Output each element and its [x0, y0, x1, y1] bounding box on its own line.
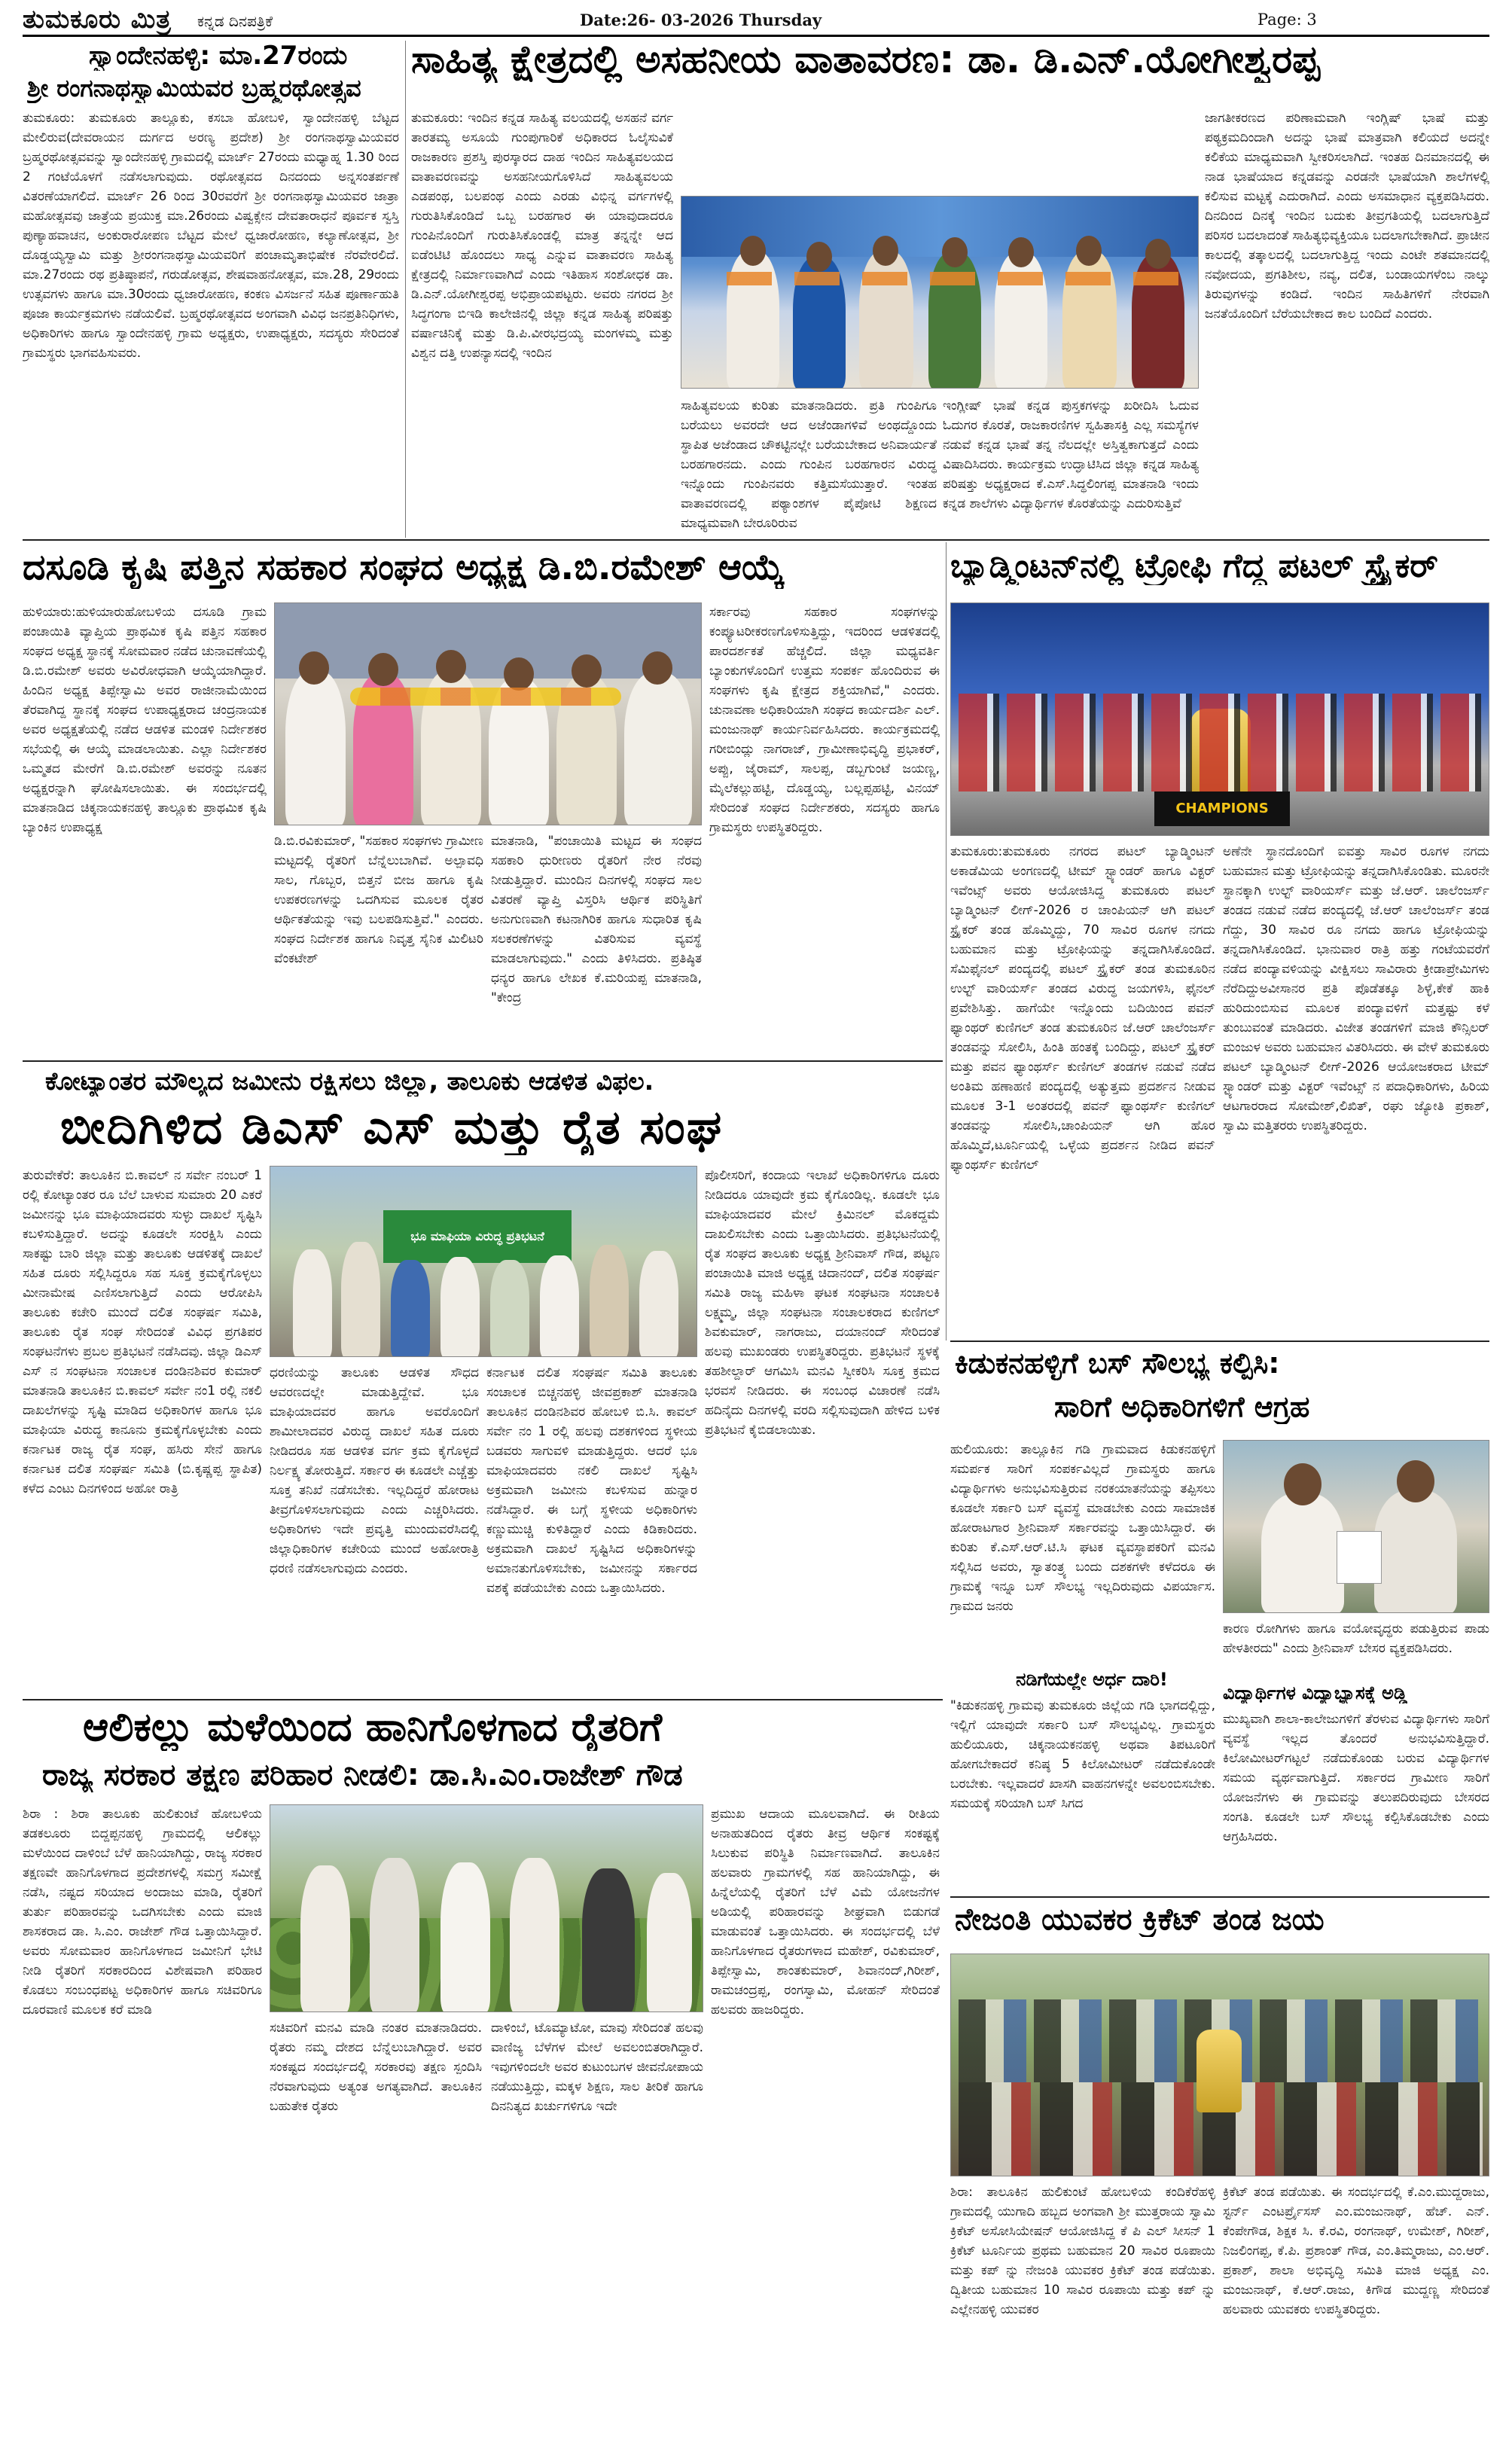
person-head: [1076, 236, 1102, 266]
kodyantara-col1: ತುರುವೇಕೆರೆ: ತಾಲೂಕಿನ ಬಿ.ಕಾವಲ್ ನ ಸರ್ವೇ ನಂಬರ್ 1 ರಲ್ಲಿ ಕೋಟ್ಯಾಂತರ ರೂ ಬೆಲೆ ಬಾಳುವ ಸುಮಾರು 20 ಎಕರೆ ಜಮೀನನ್ನು ಭೂ ಮಾಫಿಯಾದವರು ಸುಳ್ಳು ದಾಖಲೆ ಸೃಷ್ಟಿಸಿ ಕಬಳಿಸುತ್ತಿದ್ದಾರೆ. ಅದನ್ನು ಕೂಡಲೇ ಸಂರಕ್ಷಿಸಿ ಎಂದು ಸಾಕಷ್ಟು ಬಾರಿ ಜಿಲ್ಲಾ ಮತ್ತು ತಾಲೂಕು ಆಡಳಿತಕ್ಕೆ ದಾಖಲೆ ಸಹಿತ ದೂರು ಸಲ್ಲಿಸಿದ್ದರೂ ಸಹ ಸೂಕ್ತ ಕ್ರಮಕೈಗೊಳ್ಳಲು ಮೀನಾಮೇಷ ಎಣಿಸಲಾಗುತ್ತಿದೆ ಎಂದು ಆರೋಪಿಸಿ ತಾಲೂಕು ಕಚೇರಿ ಮುಂದೆ ದಲಿತ ಸಂಘರ್ಷ ಸಮಿತಿ, ತಾಲೂಕು ರೈತ ಸಂಘ ಸೇರಿದಂತೆ ವಿವಿಧ ಪ್ರಗತಿಪರ ಸಂಘಟನೆಗಳು ಪ್ರಬಲ ಪ್ರತಿಭಟನೆ ನಡೆಸಿದವು. ಜಿಲ್ಲಾ ಡಿಎಸ್ ಎಸ್ ನ ಸಂಘಟನಾ ಸಂಚಾಲಕ ದಂಡಿನಶಿವರ ಕುಮಾರ್ ಮಾತನಾಡಿ ತಾಲೂಕಿನ ಬಿ.ಕಾವಲ್ ಸರ್ವೇ ನಂ1 ರಲ್ಲಿ ನಕಲಿ ದಾಖಲೆಗಳನ್ನು ಸೃಷ್ಟಿ ಮಾಡಿದ ಅಧಿಕಾರಿಗಳ ಹಾಗೂ ಭೂ ಮಾಫಿಯಾ ವಿರುದ್ಧ ಕಾನೂನು ಕ್ರಮಕೈಗೊಳ್ಳಬೇಕು ಎಂದು ಕರ್ನಾಟಕ ರಾಜ್ಯ ರೈತ ಸಂಘ, ಹಸಿರು ಸೇನೆ ಹಾಗೂ ಕರ್ನಾಟಕ ದಲಿತ ಸಂಘರ್ಷ ಸಮಿತಿ (ಬಿ.ಕೃಷ್ಣಪ್ಪ ಸ್ಥಾಪಿತ) ಕಳೆದ ಎಂಟು ದಿನಗಳಿಂದ ಅಹೋ ರಾತ್ರಿ: [23, 1168, 262, 1496]
sahitya-photo: [681, 196, 1199, 389]
kodyantara-headline-line2: ಬೀದಿಗಿಳಿದ ಡಿಎಸ್ ಎಸ್ ಮತ್ತು ರೈತ ಸಂಘ: [60, 1100, 724, 1154]
kodyantara-col3: ಕರ್ನಾಟಕ ದಲಿತ ಸಂಘರ್ಷ ಸಮಿತಿ ತಾಲೂಕು ಸಂಚಾಲಕ ಬಿಚ್ಚನಹಳ್ಳಿ ಜೀವಪ್ರಕಾಶ್ ಮಾತನಾಡಿ ತಾಲೂಕಿನ ದಂಡಿನಶಿವರ ಹೋಬಳಿ ಬಿ.ಸಿ. ಕಾವಲ್ ಸರ್ವೇ ನಂ 1 ರಲ್ಲಿ ಹಲವು ದಶಕಗಳಿಂದ ಸ್ಥಳೀಯ ಬಡವರು ಸಾಗುವಳಿ ಮಾಡುತ್ತಿದ್ದರು. ಆದರೆ ಭೂ ಮಾಫಿಯಾದವರು ನಕಲಿ ದಾಖಲೆ ಸೃಷ್ಟಿಸಿ ಅಕ್ರಮವಾಗಿ ಜಮೀನು ಕಬಳಿಸುವ ಹುನ್ನಾರ ನಡೆಸಿದ್ದಾರೆ. ಈ ಬಗ್ಗೆ ಸ್ಥಳೀಯ ಅಧಿಕಾರಿಗಳು ಕಣ್ಣುಮುಚ್ಚಿ ಕುಳಿತಿದ್ದಾರೆ ಎಂದು ಕಿಡಿಕಾರಿದರು. ಅಕ್ರಮವಾಗಿ ದಾಖಲೆ ಸೃಷ್ಟಿಸಿದ ಅಧಿಕಾರಿಗಳನ್ನು ಅಮಾನತುಗೊಳಿಸಬೇಕು, ಜಮೀನನ್ನು ಸರ್ಕಾರದ ವಶಕ್ಕೆ ಪಡೆಯಬೇಕು ಎಂದು ಒತ್ತಾಯಿಸಿದರು.: [486, 1365, 697, 1596]
person-head: [806, 242, 832, 272]
players-row: [959, 694, 1483, 791]
rathotsava-body: ತುಮಕೂರು: ತುಮಕೂರು ತಾಲ್ಲೂಕು, ಕಸಬಾ ಹೋಬಳಿ, ಸ್ವಾಂದೇನಹಳ್ಳಿ ಬೆಟ್ಟದ ಮೇಲಿರುವ(ದೇವರಾಯನ ದುರ್ಗದ ಅರಣ್ಯ ಪ್ರದೇಶ) ಶ್ರೀ ರಂಗನಾಥಸ್ವಾಮಿಯವರ ಬ್ರಹ್ಮರಥೋತ್ಸವವನ್ನು ಸ್ವಾಂದೇನಹಳ್ಳಿ ಗ್ರಾಮದಲ್ಲಿ ಮಾರ್ಚ್ 27ರಂದು ಮಧ್ಯಾಹ್ನ 1.30 ರಿಂದ 2 ಗಂಟೆಯೊಳಗೆ ನಡೆಸಲಾಗುವುದು. ರಥೋತ್ಸವದ ದಿನದಂದು ಅನ್ನಸಂತರ್ಪಣೆ ವಿತರಣೆಯಾಗಲಿದೆ. ಮಾರ್ಚ್ 26 ರಿಂದ 30ರವರೆಗೆ ಶ್ರೀ ರಂಗನಾಥಸ್ವಾಮಿಯವರ ಜಾತ್ರಾ ಮಹೋತ್ಸವವು ಜಾತ್ರೆಯ ಪ್ರಯುಕ್ತ ಮಾ.26ರಂದು ವಿಷ್ವಕ್ಸೇನ ದೇವತಾರಾಧನೆ ಪೂರ್ವಕ ಸ್ವಸ್ತಿ ಪುಣ್ಯಾಹವಾಚನ, ಅಂಕುರಾರೋಪಣ ಬೆಟ್ಟದ ಮೇಲೆ ಧ್ವಜಾರೋಹಣ, ಕಲ್ಯಾಣೋತ್ಸವ, ಶ್ರೀ ದೊಡ್ಡಯ್ಯಸ್ವಾಮಿ ಮತ್ತು ಶ್ರೀರಂಗನಾಥಸ್ವಾಮಿಯವರಿಗೆ ಪಂಚಾಮೃತಾಭಿಷೇಕ ನೆರವೇರಲಿದೆ. ಮಾ.27ರಂದು ರಥ ಪ್ರತಿಷ್ಠಾಪನೆ, ಗರುಡೋತ್ಸವ, ಶೇಷವಾಹನೋತ್ಸವ, ಮಾ.28, 29ರಂದು ಉತ್ಸವಗಳು ಹಾಗೂ ಮಾ.30ರಂದು ಧ್ವಜಾರೋಹಣ, ಕಂಕಣ ವಿಸರ್ಜನೆ ಸಹಿತ ಪೂರ್ಣಾಹುತಿ ಪೂಜಾ ಕಾರ್ಯಕ್ರಮಗಳು ನಡೆಯಲಿವೆ. ಬ್ರಹ್ಮರಥೋತ್ಸವದ ಅಂಗವಾಗಿ ವಿವಿಧ ಜನಪ್ರತಿನಿಧಿಗಳು, ಅಧಿಕಾರಿಗಳು ಹಾಗೂ ಸ್ವಾಂದೇನಹಳ್ಳಿ ಗ್ರಾಮ ಅಧ್ಯಕ್ಷರು, ಉಪಾಧ್ಯಕ್ಷರು, ಸದಸ್ಯರು ಸೇರಿದಂತೆ ಗ್ರಾಮಸ್ಥರು ಭಾಗವಹಿಸುವರು.: [23, 111, 399, 361]
person: [582, 1868, 635, 2012]
kidukanahalli-col3: ಮುಖ್ಯವಾಗಿ ಶಾಲಾ-ಕಾಲೇಜುಗಳಿಗೆ ತೆರಳುವ ವಿದ್ಯಾರ್ಥಿಗಳು ಸಾರಿಗೆ ವ್ಯವಸ್ಥೆ ಇಲ್ಲದ ತೊಂದರೆ ಅನುಭವಿಸುತ್ತಿದ್ದಾರೆ. ಕಿಲೋಮೀಟರ್‌ಗಟ್ಟಲೆ ನಡೆದುಕೊಂಡು ಬರುವ ವಿದ್ಯಾರ್ಥಿಗಳ ಸಮಯ ವ್ಯರ್ಥವಾಗುತ್ತಿದೆ. ಸರ್ಕಾರದ ಗ್ರಾಮೀಣ ಸಾರಿಗೆ ಯೋಜನೆಗಳು ಈ ಗ್ರಾಮವನ್ನು ತಲುಪದಿರುವುದು ಬೇಸರದ ಸಂಗತಿ. ಕೂಡಲೇ ಬಸ್ ಸೌಲಭ್ಯ ಕಲ್ಪಿಸಿಕೊಡಬೇಕು ಎಂದು ಆಗ್ರಹಿಸಿದರು.: [1223, 1712, 1489, 1844]
alikallu-headline: ಆಲಿಕಲ್ಲು ಮಳೆಯಿಂದ ಹಾನಿಗೊಳಗಾದ ರೈತರಿಗೆ: [83, 1705, 663, 1750]
person: [341, 1242, 380, 1357]
kidukanahalli-col1: ಹುಲಿಯೂರು: ತಾಲ್ಲೂಕಿನ ಗಡಿ ಗ್ರಾಮವಾದ ಕಿಡುಕನಹಳ್ಳಿಗೆ ಸಮರ್ಪಕ ಸಾರಿಗೆ ಸಂಪರ್ಕವಿಲ್ಲದೆ ಗ್ರಾಮಸ್ಥರು ಹಾಗೂ ವಿದ್ಯಾರ್ಥಿಗಳು ಅನುಭವಿಸುತ್ತಿರುವ ನರಕಯಾತನೆಯನ್ನು ತಪ್ಪಿಸಲು ಕೂಡಲೇ ಸರ್ಕಾರಿ ಬಸ್ ವ್ಯವಸ್ಥೆ ಮಾಡಬೇಕು ಎಂದು ಸಾಮಾಜಿಕ ಹೋರಾಟಗಾರ ಶ್ರೀನಿವಾಸ್ ಸರ್ಕಾರವನ್ನು ಒತ್ತಾಯಿಸಿದ್ದಾರೆ. ಈ ಕುರಿತು ಕೆ.ಎಸ್.ಆರ್.ಟಿ.ಸಿ ಘಟಕ ವ್ಯವಸ್ಥಾಪಕರಿಗೆ ಮನವಿ ಸಲ್ಲಿಸಿದ ಅವರು, ಸ್ವಾತಂತ್ರ್ಯ ಬಂದು ದಶಕಗಳೇ ಕಳೆದರೂ ಈ ಗ್ರಾಮಕ್ಕೆ ಇನ್ನೂ ಬಸ್ ಸೌಲಭ್ಯ ಇಲ್ಲದಿರುವುದು ವಿಪರ್ಯಾಸ. ಗ್ರಾಮದ ಜನರು: [950, 1442, 1215, 1614]
person-head: [1145, 239, 1171, 269]
garlands: [350, 688, 621, 706]
dasudi-col4: ಸರ್ಕಾರವು ಸಹಕಾರ ಸಂಘಗಳನ್ನು ಕಂಪ್ಯೂಟರೀಕರಣಗೊಳಿಸುತ್ತಿದ್ದು, ಇದರಿಂದ ಆಡಳಿತದಲ್ಲಿ ಪಾರದರ್ಶಕತೆ ಹೆಚ್ಚಲಿದೆ. ಜಿಲ್ಲಾ ಮಧ್ಯವರ್ತಿ ಬ್ಯಾಂಕುಗಳೊಂದಿಗೆ ಉತ್ತಮ ಸಂಪರ್ಕ ಹೊಂದಿರುವ ಈ ಸಂಘಗಳು ಕೃಷಿ ಕ್ಷೇತ್ರದ ಶಕ್ತಿಯಾಗಿವೆ," ಎಂದರು. ಚುನಾವಣಾ ಅಧಿಕಾರಿಯಾಗಿ ಸಂಘದ ಕಾರ್ಯದರ್ಶಿ ಎಲ್. ಮಂಜುನಾಥ್ ಕಾರ್ಯನಿರ್ವಹಿಸಿದರು. ಕಾರ್ಯಕ್ರಮದಲ್ಲಿ ಗರೀಬಿಂದ್ಲು ನಾಗರಾಜ್, ಗ್ರಾಮೀಣಾಭಿವೃದ್ಧಿ ಪ್ರಭಾಕರ್, ಅಪ್ಪು, ಜೈರಾಮ್, ಸಾಲಪ್ಪ, ಡಬ್ಬಗುಂಟೆ ಜಯಣ್ಣ, ಮೈಲೆಕಲ್ಲುಹಟ್ಟಿ, ದೊಡ್ಡಯ್ಯ, ಬಲ್ಲಪ್ಪಹಟ್ಟಿ, ವಿನಯ್ ಸೇರಿದಂತೆ ಸಂಘದ ನಿರ್ದೇಶಕರು, ಸದಸ್ಯರು ಹಾಗೂ ಗ್ರಾಮಸ್ಥರು ಉಪಸ್ಥಿತರಿದ್ದರು.: [709, 605, 940, 835]
kodyantara-col2: ಧರಣಿಯನ್ನು ತಾಲೂಕು ಆಡಳಿತ ಸೌಧದ ಆವರಣದಲ್ಲೇ ಮಾಡುತ್ತಿದ್ದೇವೆ. ಭೂ ಮಾಫಿಯಾದವರ ಹಾಗೂ ಅವರೊಂದಿಗೆ ಶಾಮೀಲಾದವರ ವಿರುದ್ಧ ದಾಖಲೆ ಸಹಿತ ದೂರು ನೀಡಿದರೂ ಸಹ ಆಡಳಿತ ವರ್ಗ ಕ್ರಮ ಕೈಗೊಳ್ಳದೆ ನಿರ್ಲಕ್ಷ್ಯ ತೋರುತ್ತಿದೆ. ಸರ್ಕಾರ ಈ ಕೂಡಲೇ ಎಚ್ಚೆತ್ತು ಸೂಕ್ತ ತನಿಖೆ ನಡೆಸಬೇಕು. ಇಲ್ಲದಿದ್ದರೆ ಹೋರಾಟ ತೀವ್ರಗೊಳಿಸಲಾಗುವುದು ಎಂದು ಎಚ್ಚರಿಸಿದರು. ಅಧಿಕಾರಿಗಳು ಇದೇ ಪ್ರವೃತ್ತಿ ಮುಂದುವರೆಸಿದಲ್ಲಿ ಜಿಲ್ಲಾಧಿಕಾರಿಗಳ ಕಚೇರಿಯ ಮುಂದೆ ಅಹೋರಾತ್ರಿ ಧರಣಿ ನಡೆಸಲಾಗುವುದು ಎಂದರು.: [270, 1365, 479, 1576]
person-head: [1284, 1463, 1321, 1505]
orange-shawls: [727, 272, 1184, 285]
section-rule: [23, 1060, 943, 1062]
sahitya-col4: ಜಾಗತೀಕರಣದ ಪರಿಣಾಮವಾಗಿ ಇಂಗ್ಲಿಷ್ ಭಾಷೆ ಮತ್ತು ಪಠ್ಯಕ್ರಮದಿಂದಾಗಿ ಅದನ್ನು ಭಾಷೆ ಮಾತ್ರವಾಗಿ ಕಲಿಯದೆ ಅದನ್ನೇ ಕಲಿಕೆಯ ಮಾಧ್ಯಮವಾಗಿ ಸ್ವೀಕರಿಸಲಾಗಿದೆ. ಇಂತಹ ದಿನಮಾನದಲ್ಲಿ ಈ ನಾಡ ಭಾಷೆಯಾದ ಕನ್ನಡವನ್ನು ಎರಡನೇ ಭಾಷೆಯಾಗಿ ಶಾಲೆಗಳಲ್ಲಿ ಕಲಿಸುವ ಮಟ್ಟಕ್ಕೆ ಎದುರಾಗಿದೆ. ಎಂದು ಅಸಮಾಧಾನ ವ್ಯಕ್ತಪಡಿಸಿದರು. ದಿನದಿಂದ ದಿನಕ್ಕೆ ಇಂದಿನ ಬದುಕು ತೀವ್ರಗತಿಯಲ್ಲಿ ಬದಲಾಗುತ್ತಿದೆ ಪರಿಸರ ಬದಲಾದಂತೆ ಸಾಹಿತ್ಯಭಿವ್ಯಕ್ತಿಯೂ ಬದಲಾಗಬೇಕಾಗಿದೆ. ಪ್ರಾಚೀನ ಕಾಲದಲ್ಲಿ ತತ್ಕಾಲದಲ್ಲಿ ಬದಲಾಗುತ್ತಿದ್ದ ಇಂದು ಎಂಟೇ ಶತಮಾನದಲ್ಲಿ ನವೋದಯ, ಪ್ರಗತಿಶೀಲ, ನವ್ಯ, ದಲಿತ, ಬಂಡಾಯಗಳೆಂಬ ನಾಲ್ಕು ತಿರುವುಗಳನ್ನು ಕಂಡಿದೆ. ಇಂದಿನ ಸಾಹಿತಿಗಳಿಗೆ ನೇರವಾಗಿ ಜನತೆಯೊಂದಿಗೆ ಬೆರೆಯಬೇಕಾದ ಕಾಲ ಬಂದಿದೆ ಎಂದರು.: [1205, 111, 1489, 322]
badminton-headline: ಬ್ಯಾಡ್ಮಿಂಟನ್‌ನಲ್ಲಿ ಟ್ರೋಫಿ ಗೆದ್ದ ಪಟಲ್ ಸ್ಟ್ರೈಕರ್: [950, 547, 1438, 585]
person-head: [873, 236, 898, 266]
section-rule: [950, 1896, 1489, 1898]
badminton-photo: [950, 602, 1489, 836]
person-head: [436, 650, 466, 683]
dasudi-photo: [274, 602, 702, 825]
person: [285, 671, 346, 825]
masthead-page-number: Page: 3: [1257, 11, 1317, 29]
kidukanahalli-col2: ಕಾರಣ ರೋಗಿಗಳು ಹಾಗೂ ವಯೋವೃದ್ಧರು ಪಡುತ್ತಿರುವ ಪಾಡು ಹೇಳತೀರದು" ಎಂದು ಶ್ರೀನಿವಾಸ್ ಬೇಸರ ವ್ಯಕ್ತಪಡಿಸಿದರು.: [1223, 1621, 1489, 1656]
kodyantara-headline-line1: ಕೋಟ್ಯಾಂತರ ಮೌಲ್ಯದ ಜಮೀನು ರಕ್ಷಿಸಲು ಜಿಲ್ಲಾ, ತಾಲೂಕು ಆಡಳಿತ ವಿಫಲ.: [45, 1066, 654, 1096]
kodyantara-col4: ಪೊಲೀಸರಿಗೆ, ಕಂದಾಯ ಇಲಾಖೆ ಅಧಿಕಾರಿಗಳಿಗೂ ದೂರು ನೀಡಿದರೂ ಯಾವುದೇ ಕ್ರಮ ಕೈಗೊಂಡಿಲ್ಲ. ಕೂಡಲೇ ಭೂ ಮಾಫಿಯಾದವರ ಮೇಲೆ ಕ್ರಿಮಿನಲ್ ಮೊಕದ್ದಮೆ ದಾಖಲಿಸಬೇಕು ಎಂದು ಒತ್ತಾಯಿಸಿದರು. ಪ್ರತಿಭಟನೆಯಲ್ಲಿ ರೈತ ಸಂಘದ ತಾಲೂಕು ಅಧ್ಯಕ್ಷ ಶ್ರೀನಿವಾಸ್ ಗೌಡ, ಪಟ್ಟಣ ಪಂಚಾಯಿತಿ ಮಾಜಿ ಅಧ್ಯಕ್ಷ ಚಿದಾನಂದ್, ದಲಿತ ಸಂಘರ್ಷ ಸಮಿತಿ ರಾಜ್ಯ ಮಹಿಳಾ ಘಟಕ ಸಂಘಟನಾ ಸಂಚಾಲಕಿ ಲಕ್ಷ್ಮಮ್ಮ, ಜಿಲ್ಲಾ ಸಂಘಟನಾ ಸಂಚಾಲಕರಾದ ಕುಣಿಗಲ್ ಶಿವಕುಮಾರ್, ನಾಗರಾಜು, ದಯಾನಂದ್ ಸೇರಿದಂತೆ ಹಲವು ಮುಖಂಡರು ಉಪಸ್ಥಿತರಿದ್ದರು. ಪ್ರತಿಭಟನೆ ಸ್ಥಳಕ್ಕೆ ತಹಶೀಲ್ದಾರ್ ಆಗಮಿಸಿ ಮನವಿ ಸ್ವೀಕರಿಸಿ ಸೂಕ್ತ ಕ್ರಮದ ಭರವಸೆ ನೀಡಿದರು. ಈ ಸಂಬಂಧ ವಿಚಾರಣೆ ನಡೆಸಿ ಹದಿನೈದು ದಿನಗಳಲ್ಲಿ ವರದಿ ಸಲ್ಲಿಸುವುದಾಗಿ ಹೇಳಿದ ಬಳಿಕ ಪ್ರತಿಭಟನೆ ಕೈಬಿಡಲಾಯಿತು.: [705, 1168, 940, 1438]
sahitya-col1: ತುಮಕೂರು: ಇಂದಿನ ಕನ್ನಡ ಸಾಹಿತ್ಯ ವಲಯದಲ್ಲಿ ಅಸಹನೆ ವರ್ಗ ತಾರತಮ್ಯ ಅಸೂಯೆ ಗುಂಪುಗಾರಿಕೆ ಅಧಿಕಾರದ ಓಲೈಸುವಿಕೆ ರಾಜಕಾರಣ ಪ್ರಶಸ್ತಿ ಪುರಸ್ಕಾರದ ದಾಹ ಇಂದಿನ ಸಾಹಿತ್ಯವಲಯದ ವಾತಾವರಣವನ್ನು ಅಸಹನೀಯಗೊಳಿಸಿದೆ ಸಾಹಿತ್ಯವಲಯ ಎಡಪಂಥ, ಬಲಪಂಥ ಎಂದು ಎರಡು ವಿಭಿನ್ನ ವರ್ಗಗಳಲ್ಲಿ ಗುರುತಿಸಿಕೊಂಡಿದೆ ಒಬ್ಬ ಬರಹಗಾರ ಈ ಯಾವುದಾದರೂ ಗುಂಪಿನೊಂದಿಗೆ ಗುರುತಿಸಿಕೊಂಡಲ್ಲಿ ಮಾತ್ರ ತನ್ನನ್ನೇ ಆದ ಐಡೆಂಟಿಟಿ ಹೊಂದಲು ಸಾಧ್ಯ ಎನ್ನುವ ವಾತಾವರಣ ಸಾಹಿತ್ಯ ಕ್ಷೇತ್ರದಲ್ಲಿ ನಿರ್ಮಾಣವಾಗಿದೆ ಎಂದು ಇತಿಹಾಸ ಸಂಶೋಧಕ ಡಾ. ಡಿ.ಎನ್.ಯೋಗೀಶ್ವರಪ್ಪ ಅಭಿಪ್ರಾಯಪಟ್ಟರು. ಅವರು ನಗರದ ಶ್ರೀ ಸಿದ್ಧಗಂಗಾ ಬಿಇಡಿ ಕಾಲೇಜಿನಲ್ಲಿ ಜಿಲ್ಲಾ ಕನ್ನಡ ಸಾಹಿತ್ಯ ಪರಿಷತ್ತು ವರ್ಷಾಚಿನಿಕ್ಕೆ ಮತ್ತು ಡಿ.ಪಿ.ವೀರಭದ್ರಯ್ಯ ಮಂಗಳಮ್ಮ ಮತ್ತು ವಿಶ್ವನ ದತ್ತಿ ಉಪನ್ಯಾಸದಲ್ಲಿ ಇಂದಿನ: [411, 111, 673, 361]
person: [639, 1251, 678, 1357]
person-head: [740, 236, 766, 266]
person: [370, 1858, 419, 2012]
cricket-team-photo: [950, 1954, 1489, 2176]
person: [540, 1255, 579, 1357]
dasudi-col1: ಹುಳಿಯಾರು:ಹುಳಿಯಾರುಹೋಬಳಿಯ ದಸೂಡಿ ಗ್ರಾಮ ಪಂಚಾಯಿತಿ ವ್ಯಾಪ್ತಿಯ ಪ್ರಾಥಮಿಕ ಕೃಷಿ ಪತ್ತಿನ ಸಹಕಾರ ಸಂಘದ ಅಧ್ಯಕ್ಷ ಸ್ಥಾನಕ್ಕೆ ಸೋಮವಾರ ನಡೆದ ಚುನಾವಣೆಯಲ್ಲಿ ಡಿ.ಬಿ.ರಮೇಶ್ ಅವರು ಅವಿರೋಧವಾಗಿ ಆಯ್ಕೆಯಾಗಿದ್ದಾರೆ. ಹಿಂದಿನ ಅಧ್ಯಕ್ಷ ತಿಪ್ಪೇಸ್ವಾಮಿ ಅವರ ರಾಜೀನಾಮೆಯಿಂದ ತೆರವಾಗಿದ್ದ ಸ್ಥಾನಕ್ಕೆ ಸಂಘದ ಉಪಾಧ್ಯಕ್ಷರಾದ ಚಂದ್ರನಾಯಕ ಅವರ ಅಧ್ಯಕ್ಷತೆಯಲ್ಲಿ ನಡೆದ ಆಡಳಿತ ಮಂಡಳಿ ನಿರ್ದೇಶಕರ ಸಭೆಯಲ್ಲಿ ಈ ಆಯ್ಕೆ ಮಾಡಲಾಯಿತು. ಎಲ್ಲಾ ನಿರ್ದೇಶಕರ ಒಮ್ಮತದ ಮೇರೆಗೆ ಡಿ.ಬಿ.ರಮೇಶ್ ಅವರನ್ನು ನೂತನ ಅಧ್ಯಕ್ಷರನ್ನಾಗಿ ಘೋಷಿಸಲಾಯಿತು. ಈ ಸಂದರ್ಭದಲ್ಲಿ ಮಾತನಾಡಿದ ಚಿಕ್ಕನಾಯಕನಹಳ್ಳಿ ತಾಲ್ಲೂಕು ಪ್ರಾಥಮಿಕ ಕೃಷಿ ಬ್ಯಾಂಕಿನ ಉಪಾಧ್ಯಕ್ಷ: [23, 605, 267, 835]
masthead-logo: ತುಮಕೂರು ಮಿತ್ರ: [23, 5, 172, 35]
person: [1261, 1493, 1344, 1613]
person-head: [942, 237, 968, 267]
person: [624, 673, 692, 825]
dasudi-col3: ಮಾತನಾಡಿ, "ಪಂಚಾಯಿತಿ ಮಟ್ಟದ ಈ ಸಂಘದ ಸಹಕಾರಿ ಧುರೀಣರು ರೈತರಿಗೆ ನೇರ ನೆರವು ನೀಡುತ್ತಿದ್ದಾರೆ. ಮುಂದಿನ ದಿನಗಳಲ್ಲಿ ಸಂಘದ ಸಾಲ ವಿತರಣೆ ವ್ಯಾಪ್ತಿ ವಿಸ್ತರಿಸಿ ಆರ್ಥಿಕ ಪರಿಸ್ಥಿತಿಗೆ ಅನುಗುಣವಾಗಿ ಕಟನಾಗಿರಿಕ ಹಾಗೂ ಸುಧಾರಿತ ಕೃಷಿ ಸಲಕರಣೆಗಳನ್ನು ವಿತರಿಸುವ ವ್ಯವಸ್ಥೆ ಮಾಡಲಾಗುವುದು." ಎಂದು ತಿಳಿಸಿದರು. ಪ್ರತಿಷ್ಠಿತ ಧನ್ಯರ ಹಾಗೂ ಲೇಖಕ ಕೆ.ಮರಿಯಪ್ಪ ಮಾತನಾಡಿ, "ಕೇಂದ್ರ: [491, 834, 702, 1005]
person: [440, 1257, 480, 1357]
protest-photo: [270, 1166, 697, 1357]
kidukanahalli-subhead-1: ವಿದ್ಯಾರ್ಥಿಗಳ ವಿದ್ಯಾಭ್ಯಾಸಕ್ಕೆ ಅಡ್ಡಿ: [1223, 1682, 1407, 1703]
alikallu-col3: ದಾಳಿಂಬೆ, ಟೊಮ್ಯಾಟೋ, ಮಾವು ಸೇರಿದಂತೆ ಹಲವು ವಾಣಿಜ್ಯ ಬೆಳೆಗಳ ಮೇಲೆ ಅವಲಂಬಿತರಾಗಿದ್ದಾರೆ. ಇವುಗಳಿಂದಲೇ ಅವರ ಕುಟುಂಬಗಳ ಜೀವನೋಪಾಯ ನಡೆಯುತ್ತಿದ್ದು, ಮಕ್ಕಳ ಶಿಕ್ಷಣ, ಸಾಲ ತೀರಿಕೆ ಹಾಗೂ ದಿನನಿತ್ಯದ ಖರ್ಚುಗಳಿಗೂ ಇದೇ: [491, 2021, 703, 2114]
person-head: [368, 653, 398, 686]
badminton-col2: ಅಣೆನೇ ಸ್ಥಾನದೊಂದಿಗೆ ಐವತ್ತು ಸಾವಿರ ರೂಗಳ ನಗದು ಬಹುಮಾನ ಮತ್ತು ಟ್ರೋಫಿಯನ್ನು ತನ್ನದಾಗಿಸಿಕೊಂಡಿತು. ಮೂರನೇ ಸ್ಥಾನಕ್ಕಾಗಿ ಉಲ್ಟ್ ವಾರಿಯರ್ಸ್ ಮತ್ತು ಜೆ.ಆರ್. ಚಾಲೆಂಜರ್ಸ್ ತಂಡದ ನಡುವೆ ನಡೆದ ಪಂದ್ಯದಲ್ಲಿ ಜೆ.ಆರ್ ಚಾಲೆಂಜರ್ಸ್ ತಂಡ ಗೆದ್ದು, 30 ಸಾವಿರ ರೂ ನಗದು ಹಾಗೂ ಟ್ರೋಫಿಯನ್ನು ತನ್ನದಾಗಿಸಿಕೊಂಡಿದೆ. ಭಾನುವಾರ ರಾತ್ರಿ ಹತ್ತು ಗಂಟೆಯವರೆಗೆ ನಡೆದ ಪಂದ್ಯಾವಳಿಯನ್ನು ವೀಕ್ಷಿಸಲು ಸಾವಿರಾರು ಕ್ರೀಡಾಪ್ರೇಮಿಗಳು ನೆರೆದಿದ್ದುಅವೀಸಾನರ ಪ್ರತಿ ಪೊಡೆತಕ್ಕೂ ಶಿಳ್ಳೆ,ಕೇಕೆ ಹಾಕಿ ಹುರಿದುಂಬಿಸುವ ಮೂಲಕ ಪಂದ್ಯಾವಳಿಗೆ ಮತ್ತಷ್ಟು ಕಳೆ ತುಂಬುವಂತೆ ಮಾಡಿದರು. ವಿಜೇತ ತಂಡಗಳಿಗೆ ಮಾಜಿ ಕೌನ್ಸಿಲರ್ ಮಂಜುಳ ಅವರು ಬಹುಮಾನ ವಿತರಿಸಿದರು. ಈ ವೇಳೆ ತುಮಕೂರು ಪಟಲ್ ಬ್ಯಾಡ್ಮಿಂಟನ್ ಲೀಗ್-2026 ಆಯೋಜಕರಾದ ಟೀಮ್ ಸ್ಟ್ಯಾಂಡರ್ ಮತ್ತು ವಿಕ್ಟರ್ ಇವೆಂಟ್ಸ್ ನ ಪದಾಧಿಕಾರಿಗಳು, ಹಿರಿಯ ಆಟಗಾರರಾದ ಸೋಮೇಶ್,ಲಿಖಿತ್, ರಘು ಜ್ಯೋತಿ ಪ್ರಕಾಶ್, ಸ್ವಾಮಿ ಮತ್ತಿತರರು ಉಪಸ್ಥಿತರಿದ್ದರು.: [1223, 844, 1489, 1133]
rathotsava-headline-line2: ಶ್ರೀ ರಂಗನಾಥಸ್ವಾಮಿಯವರ ಬ್ರಹ್ಮರಥೋತ್ಸವ: [27, 74, 361, 102]
alikallu-subheadline: ರಾಜ್ಯ ಸರಕಾರ ತಕ್ಷಣ ಪರಿಹಾರ ನೀಡಲಿ: ಡಾ.ಸಿ.ಎಂ.ರಾಜೇಶ್ ಗೌಡ: [42, 1758, 683, 1792]
column-rule: [946, 542, 947, 1341]
person-head: [504, 657, 534, 691]
masthead-date: Date:26- 03-2026 Thursday: [580, 11, 822, 29]
person: [490, 1260, 529, 1357]
protest-banner: ಭೂ ಮಾಫಿಯಾ ವಿರುದ್ಧ ಪ್ರತಿಭಟನೆ: [383, 1210, 572, 1263]
kidukanahalli-subhead-2: ನಡಿಗೆಯಲ್ಲೇ ಅರ್ಧ ದಾರಿ!: [1016, 1669, 1168, 1690]
person-head: [642, 651, 672, 685]
person-head: [1008, 237, 1034, 267]
champions-board: CHAMPIONS: [1154, 791, 1290, 826]
kidukanahalli-headline-line1: ಕಿಡುಕನಹಳ್ಳಿಗೆ ಬಸ್ ಸೌಲಭ್ಯ ಕಲ್ಪಿಸಿ:: [955, 1347, 1280, 1380]
person: [590, 1245, 629, 1357]
column-rule: [405, 41, 406, 538]
kidukanahalli-headline-line2: ಸಾರಿಗೆ ಅಧಿಕಾರಿಗಳಿಗೆ ಆಗ್ರಹ: [1054, 1390, 1310, 1423]
nejanti-headline: ನೇಜಂತಿ ಯುವಕರ ಕ್ರಿಕೆಟ್ ತಂಡ ಜಯ: [955, 1902, 1325, 1937]
petition-photo: [1223, 1440, 1489, 1613]
nejanti-col2: ಕ್ರಿಕೆಟ್ ತಂಡ ಪಡೆಯಿತು. ಈ ಸಂದರ್ಭದಲ್ಲಿ ಕೆ.ಎಂ.ಮುದ್ದರಾಜು, ಸ್ಟರ್ನ್ ಎಂಟರ್ಪ್ರೈಸಸ್ ಎಂ.ಮಂಜುನಾಥ್, ಹೆಚ್. ಎನ್. ಕೆಂಪೇಗೌಡ, ಶಿಕ್ಷಕ ಸಿ. ಕೆ.ರವಿ, ರಂಗನಾಥ್, ಉಮೇಶ್, ಗಿರೀಶ್, ನಿಜಲಿಂಗಪ್ಪ, ಕೆ.ಪಿ. ಪ್ರಶಾಂತ್ ಗೌಡ, ಎಂ.ತಿಮ್ಮರಾಜು, ಎಂ.ಆರ್. ಪ್ರಕಾಶ್, ಶಾಲಾ ಅಭಿವೃದ್ಧಿ ಸಮಿತಿ ಮಾಜಿ ಅಧ್ಯಕ್ಷ ಎಂ. ಮಂಜುನಾಥ್, ಕೆ.ಆರ್.ರಾಜು, ಕಿಗೌಡ ಮುದ್ದಣ್ಣ ಸೇರಿದಂತೆ ಹಲವಾರು ಯುವಕರು ಉಪಸ್ಥಿತರಿದ್ದರು.: [1223, 2185, 1489, 2317]
person: [1374, 1490, 1457, 1613]
alikallu-col1: ಶಿರಾ : ಶಿರಾ ತಾಲೂಕು ಹುಲಿಕುಂಟೆ ಹೋಬಳಿಯ ತಡಕಲೂರು ಬಿದ್ದಪ್ಪನಹಳ್ಳಿ ಗ್ರಾಮದಲ್ಲಿ ಆಲಿಕಲ್ಲು ಮಳೆಯಿಂದ ದಾಳಿಂಬೆ ಬೆಳೆ ಹಾನಿಯಾಗಿದ್ದು, ರಾಜ್ಯ ಸರಕಾರ ತಕ್ಷಣವೇ ಹಾನಿಗೊಳಗಾದ ಪ್ರದೇಶಗಳಲ್ಲಿ ಸಮಗ್ರ ಸಮೀಕ್ಷೆ ನಡೆಸಿ, ನಷ್ಟದ ಸರಿಯಾದ ಅಂದಾಜು ಮಾಡಿ, ರೈತರಿಗೆ ತುರ್ತು ಪರಿಹಾರವನ್ನು ಒದಗಿಸಬೇಕು ಎಂದು ಮಾಜಿ ಶಾಸಕರಾದ ಡಾ. ಸಿ.ಎಂ. ರಾಜೇಶ್ ಗೌಡ ಒತ್ತಾಯಿಸಿದ್ದಾರೆ. ಅವರು ಸೋಮವಾರ ಹಾನಿಗೊಳಗಾದ ಜಮೀನಿಗೆ ಭೇಟಿ ನೀಡಿ ರೈತರಿಗೆ ಸರಕಾರದಿಂದ ವಿಶೇಷವಾಗಿ ಪರಿಹಾರ ಕೊಡಲು ಸಂಬಂಧಪಟ್ಟ ಅಧಿಕಾರಿಗಳ ಹಾಗೂ ಸಚಿವರಿಗೂ ದೂರವಾಣಿ ಮೂಲಕ ಕರೆ ಮಾಡಿ: [23, 1807, 262, 2018]
person: [510, 1858, 559, 2012]
dasudi-col2: ಡಿ.ಬಿ.ರವಿಕುಮಾರ್, "ಸಹಕಾರ ಸಂಘಗಳು ಗ್ರಾಮೀಣ ಮಟ್ಟದಲ್ಲಿ ರೈತರಿಗೆ ಬೆನ್ನೆಲುಬಾಗಿವೆ. ಅಲ್ಪಾವಧಿ ಸಾಲ, ಗೊಬ್ಬರ, ಬಿತ್ತನೆ ಬೀಜ ಹಾಗೂ ಕೃಷಿ ಉಪಕರಣಗಳನ್ನು ಒದಗಿಸುವ ಮೂಲಕ ರೈತರ ಆರ್ಥಿಕತೆಯನ್ನು ಇವು ಬಲಪಡಿಸುತ್ತಿವೆ." ಎಂದರು. ಸಂಘದ ನಿರ್ದೇಶಕ ಹಾಗೂ ನಿವೃತ್ತ ಸೈನಿಕ ಮಿಲಿಟರಿ ವೆಂಕಟೇಶ್: [274, 834, 483, 966]
crop-damage-photo: [270, 1804, 703, 2012]
section-rule: [23, 539, 1489, 541]
rathotsava-headline-line1: ಸ್ವಾಂದೇನಹಳ್ಳಿ: ಮಾ.27ರಂದು: [89, 41, 348, 71]
sahitya-headline: ಸಾಹಿತ್ಯ ಕ್ಷೇತ್ರದಲ್ಲಿ ಅಸಹನೀಯ ವಾತಾವರಣ: ಡಾ. ಡಿ.ಎನ್.ಯೋಗೀಶ್ವರಪ್ಪ: [411, 38, 1320, 82]
person: [293, 1249, 332, 1357]
section-rule: [950, 1341, 1489, 1342]
alikallu-col2: ಸಚಿವರಿಗೆ ಮನವಿ ಮಾಡಿ ನಂತರ ಮಾತನಾಡಿದರು. ರೈತರು ನಮ್ಮ ದೇಶದ ಬೆನ್ನೆಲುಬಾಗಿದ್ದಾರೆ. ಅವರ ಸಂಕಷ್ಟದ ಸಂದರ್ಭದಲ್ಲಿ ಸರಕಾರವು ತಕ್ಷಣ ಸ್ಪಂದಿಸಿ ನೆರವಾಗುವುದು ಅತ್ಯಂತ ಅಗತ್ಯವಾಗಿದೆ. ತಾಲೂಕಿನ ಬಹುತೇಕ ರೈತರು: [270, 2021, 482, 2114]
badminton-col1: ತುಮಕೂರು:ತುಮಕೂರು ನಗರದ ಪಟಲ್ ಬ್ಯಾಡ್ಮಿಂಟನ್ ಅಕಾಡೆಮಿಯ ಅಂಗಣದಲ್ಲಿ ಟೀಮ್ ಸ್ಟ್ಯಾಂಡರ್ ಹಾಗೂ ವಿಕ್ಟರ್ ಇವೆಂಟ್ಸ್ ಅವರು ಆಯೋಜಿಸಿದ್ದ ತುಮಕೂರು ಪಟಲ್ ಬ್ಯಾಡ್ಮಿಂಟನ್ ಲೀಗ್-2026 ರ ಚಾಂಪಿಯನ್ ಆಗಿ ಪಟಲ್ ಸ್ಟ್ರೈಕರ್ ತಂಡ ಹೊಮ್ಮಿದ್ದು, 70 ಸಾವಿರ ರೂಗಳ ನಗದು ಬಹುಮಾನ ಮತ್ತು ಟ್ರೋಫಿಯನ್ನು ತನ್ನದಾಗಿಸಿಕೊಂಡಿದೆ. ಸೆಮಿಫೈನಲ್ ಪಂದ್ಯದಲ್ಲಿ ಪಟಲ್ ಸ್ಟ್ರೈಕರ್ ತಂಡ ತುಮಕೂರಿನ ಉಲ್ಟ್ ವಾರಿಯರ್ಸ್ ತಂಡದ ವಿರುದ್ಧ ಜಯಗಳಿಸಿ, ಫೈನಲ್ ಪ್ರವೇಶಿಸಿತ್ತು. ಹಾಗೆಯೇ ಇನ್ನೊಂದು ಬದಿಯಿಂದ ಪವನ್ ಫ್ಯಾಂಥರ್ ಕುಣಿಗಲ್ ತಂಡ ತುಮಕೂರಿನ ಜೆ.ಆರ್ ಚಾಲೆಂಜರ್ಸ್ ತಂಡವನ್ನು ಸೋಲಿಸಿ, ಹಿಂತಿ ಹಂತಕ್ಕೆ ಬಂದಿದ್ದು, ಪಟಲ್ ಸ್ಟ್ರೈಕರ್ ಮತ್ತು ಪವನ ಫ್ಯಾಂಥರ್ಸ್ ಕುಣಿಗಲ್ ತಂಡಗಳ ನಡುವೆ ನಡೆದ ಅಂತಿಮ ಹಣಾಹಣಿ ಪಂದ್ಯದಲ್ಲಿ ಅತ್ಯುತ್ತಮ ಪ್ರದರ್ಶನ ನೀಡುವ ಮೂಲಕ 3-1 ಅಂತರದಲ್ಲಿ ಪವನ್ ಫ್ಯಾಂಥರ್ಸ್ ಕುಣಿಗಲ್ ತಂಡವನ್ನು ಸೋಲಿಸಿ,ಚಾಂಪಿಯನ್ ಆಗಿ ಹೊರ ಹೊಮ್ಮಿದೆ,ಟೂರ್ನಿಯಲ್ಲಿ ಒಳ್ಳೆಯ ಪ್ರದರ್ಶನ ನೀಡಿದ ಪವನ್ ಫ್ಯಾಂಥರ್ಸ್ ಕುಣಿಗಲ್: [950, 844, 1215, 1173]
kidukanahalli-col4: "ಕಿಡುಕನಹಳ್ಳಿ ಗ್ರಾಮವು ತುಮಕೂರು ಜಿಲ್ಲೆಯ ಗಡಿ ಭಾಗದಲ್ಲಿದ್ದು, ಇಲ್ಲಿಗೆ ಯಾವುದೇ ಸರ್ಕಾರಿ ಬಸ್ ಸೌಲಭ್ಯವಿಲ್ಲ. ಗ್ರಾಮಸ್ಥರು ಹುಲಿಯೂರು, ಚಿಕ್ಕನಾಯಕನಹಳ್ಳಿ ಅಥವಾ ತಿಪಟೂರಿಗೆ ಹೋಗಬೇಕಾದರೆ ಕನಿಷ್ಠ 5 ಕಿಲೋಮೀಟರ್ ನಡೆದುಕೊಂಡೇ ಬರಬೇಕು. ಇಲ್ಲವಾದರೆ ಖಾಸಗಿ ವಾಹನಗಳನ್ನೇ ಅವಲಂಬಿಸಬೇಕು. ಸಮಯಕ್ಕೆ ಸರಿಯಾಗಿ ಬಸ್ ಸಿಗದ: [950, 1698, 1215, 1811]
masthead-tagline: ಕನ್ನಡ ದಿನಪತ್ರಿಕೆ: [197, 12, 273, 30]
person: [440, 1862, 490, 2012]
alikallu-col4: ಪ್ರಮುಖ ಆದಾಯ ಮೂಲವಾಗಿದೆ. ಈ ರೀತಿಯ ಅನಾಹುತದಿಂದ ರೈತರು ತೀವ್ರ ಆರ್ಥಿಕ ಸಂಕಷ್ಟಕ್ಕೆ ಸಿಲುಕುವ ಪರಿಸ್ಥಿತಿ ನಿರ್ಮಾಣವಾಗಿದೆ. ತಾಲೂಕಿನ ಹಲವಾರು ಗ್ರಾಮಗಳಲ್ಲಿ ಸಹ ಹಾನಿಯಾಗಿದ್ದು, ಈ ಹಿನ್ನೆಲೆಯಲ್ಲಿ ರೈತರಿಗೆ ಬೆಳೆ ವಿಮೆ ಯೋಜನೆಗಳ ಅಡಿಯಲ್ಲಿ ಪರಿಹಾರವನ್ನು ಶೀಘ್ರವಾಗಿ ಬಿಡುಗಡೆ ಮಾಡುವಂತೆ ಒತ್ತಾಯಿಸಿದರು. ಈ ಸಂದರ್ಭದಲ್ಲಿ ಬೆಳೆ ಹಾನಿಗೊಳಗಾದ ರೈತರುಗಳಾದ ಮಹೇಶ್, ರವಿಕುಮಾರ್, ತಿಪ್ಪೇಸ್ವಾಮಿ, ಶಾಂತಕುಮಾರ್, ಶಿವಾನಂದ್,ಗಿರೀಶ್, ರಾಮಚಂದ್ರಪ್ಪ, ರಂಗಸ್ವಾಮಿ, ಮೋಹನ್ ಸೇರಿದಂತೆ ಹಲವರು ಹಾಜರಿದ್ದರು.: [711, 1807, 940, 2018]
person-head: [1397, 1460, 1434, 1502]
masthead-rule: [23, 35, 1489, 37]
wall-background: [275, 603, 702, 679]
person-head: [299, 651, 329, 685]
person: [300, 1865, 350, 2012]
person-head: [572, 654, 602, 688]
person: [391, 1260, 430, 1357]
sahitya-col3: ಇಂಗ್ಲೀಷ್ ಭಾಷೆ ಕನ್ನಡ ಪುಸ್ತಕಗಳನ್ನು ಖರೀದಿಸಿ ಓದುವ ಓದುಗರ ಕೊರತೆ, ರಾಜಕಾರಣಿಗಳ ಸ್ವಹಿತಾಸಕ್ತಿ ಎಲ್ಲ ಸಮಸ್ಯೆಗಳ ನಡುವೆ ಕನ್ನಡ ಭಾಷೆ ತನ್ನ ನೆಲದಲ್ಲೇ ಅಸ್ತಿತ್ವಕಾಗುತ್ತದೆ ಎಂದು ವಿಷಾದಿಸಿದರು. ಕಾರ್ಯಕ್ರಮ ಉದ್ಘಾಟಿಸಿದ ಜಿಲ್ಲಾ ಕನ್ನಡ ಸಾಹಿತ್ಯ ಪರಿಷತ್ತು ಅಧ್ಯಕ್ಷರಾದ ಕೆ.ಎಸ್.ಸಿದ್ಧಲಿಂಗಪ್ಪ ಮಾತನಾಡಿ ಇಂದು ಕನ್ನಡ ಶಾಲೆಗಳು ವಿದ್ಯಾರ್ಥಿಗಳ ಕೊರತೆಯನ್ನು ಎದುರಿಸುತ್ತಿವೆ: [943, 398, 1199, 511]
cricket-trophy: [1196, 2030, 1242, 2112]
sahitya-col2: ಸಾಹಿತ್ಯವಲಯ ಕುರಿತು ಮಾತನಾಡಿದರು. ಪ್ರತಿ ಗುಂಪಿಗೂ ಬರೆಯಲು ಅವರದೇ ಆದ ಅಜೆಂಡಾಗಳಿವೆ ಅಂಥದ್ದೊಂದು ಸ್ಥಾಪಿತ ಅಜೆಂಡಾದ ಚೌಕಟ್ಟಿನಲ್ಲೇ ಬರೆಯಬೇಕಾದ ಅನಿವಾರ್ಯತೆ ಬರಹಗಾರನದು. ಎಂದು ಗುಂಪಿನ ಬರಹಗಾರನ ವಿರುದ್ಧ ಇನ್ನೊಂದು ಗುಂಪಿನವರು ಕತ್ತಿಮಸೆಯುತ್ತಾರೆ. ಇಂತಹ ವಾತಾವರಣದಲ್ಲಿ ಪಠ್ಯಾಂಶಗಳ ಪೈಪೋಟಿ ಶಿಕ್ಷಣದ ಮಾಧ್ಯಮವಾಗಿ ಬೇರೂರಿರುವ: [681, 398, 937, 531]
dasudi-headline: ದಸೂಡಿ ಕೃಷಿ ಪತ್ತಿನ ಸಹಕಾರ ಸಂಘದ ಅಧ್ಯಕ್ಷ ಡಿ.ಬಿ.ರಮೇಶ್ ಆಯ್ಕೆ: [23, 547, 785, 588]
masthead: [23, 5, 1489, 35]
section-rule: [23, 1699, 943, 1700]
petition-paper: [1337, 1531, 1382, 1584]
nejanti-col1: ಶಿರಾ: ತಾಲೂಕಿನ ಹುಲಿಕುಂಟೆ ಹೋಬಳಿಯ ಕಂದಿಕೆರೆಹಳ್ಳಿ ಗ್ರಾಮದಲ್ಲಿ ಯುಗಾದಿ ಹಬ್ಬದ ಅಂಗವಾಗಿ ಶ್ರೀ ಮುತ್ತರಾಯ ಸ್ವಾಮಿ ಕ್ರಿಕೆಟ್ ಅಸೋಸಿಯೇಷನ್ ಆಯೋಜಿಸಿದ್ದ ಕೆ ಪಿ ಎಲ್ ಸೀಸನ್ 1 ಕ್ರಿಕೆಟ್ ಟೂರ್ನಿಯ ಪ್ರಥಮ ಬಹುಮಾನ 20 ಸಾವಿರ ರೂಪಾಯಿ ಮತ್ತು ಕಪ್ ನ್ನು ನೇಜಂತಿ ಯುವಕರ ಕ್ರಿಕೆಟ್ ತಂಡ ಪಡೆಯಿತು. ದ್ವಿತೀಯ ಬಹುಮಾನ 10 ಸಾವಿರ ರೂಪಾಯಿ ಮತ್ತು ಕಪ್ ನ್ನು ಎಲ್ಲೇನಹಳ್ಳಿ ಯುವಕರ: [950, 2185, 1215, 2317]
person: [647, 1873, 692, 2012]
